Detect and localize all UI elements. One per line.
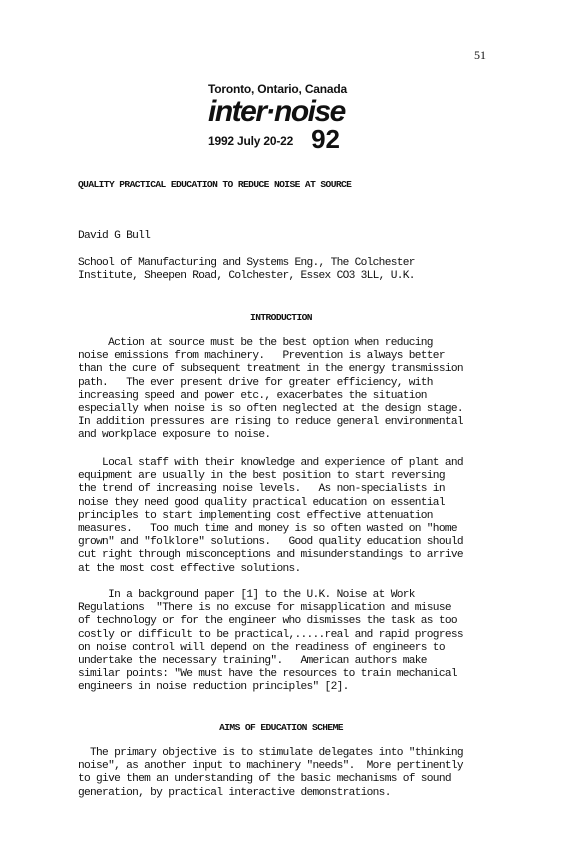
page-number: 51	[474, 48, 486, 62]
conference-date: 1992 July 20-22	[208, 134, 294, 148]
text-line: than the cure of subsequent treatment in the energy transmission	[78, 363, 463, 376]
conference-header	[208, 82, 408, 154]
text-line: Action at source must be the best option when reducing	[78, 337, 433, 349]
conference-year: 92	[311, 124, 340, 154]
text-line: path. The ever present drive for greater efficiency, with	[78, 376, 433, 389]
paragraph-4	[78, 747, 488, 800]
paragraph-3	[78, 589, 488, 695]
text-line: engineers in noise reduction principles" [2].	[78, 681, 349, 694]
paragraph-1	[78, 337, 488, 443]
author-affiliation	[78, 257, 508, 283]
affiliation-line: School of Manufacturing and Systems Eng., The Colchester	[78, 257, 415, 269]
text-line: noise emissions from machinery. Prevention is always better	[78, 350, 445, 363]
text-line: and workplace exposure to noise.	[78, 429, 271, 442]
conference-location: Toronto, Ontario, Canada	[208, 82, 347, 96]
section-heading-aims: AIMS OF EDUCATION SCHEME	[219, 722, 343, 733]
text-line: the trend of increasing noise levels. As non-specialists in	[78, 483, 445, 496]
text-line: noise", as another input to machinery "needs". More pertinently	[78, 760, 463, 773]
affiliation-line: Institute, Sheepen Road, Colchester, Essex CO3 3LL, U.K.	[78, 270, 415, 283]
text-line: of technology or for the engineer who dismisses the task as too	[78, 615, 457, 628]
text-line: at the most cost effective solutions.	[78, 562, 301, 575]
text-line: generation, by practical interactive demonstrations.	[78, 786, 391, 799]
text-line: Local staff with their knowledge and experience of plant and	[78, 457, 463, 469]
author-name: David G Bull	[78, 230, 151, 242]
conference-date-row	[208, 124, 408, 154]
section-heading-introduction: INTRODUCTION	[250, 312, 312, 323]
paragraph-2	[78, 457, 488, 576]
text-line: measures. Too much time and money is so often wasted on "home	[78, 523, 457, 536]
text-line: cut right through misconceptions and misunderstandings to arrive	[78, 549, 463, 562]
text-line: on noise control will depend on the readiness of engineers to	[78, 641, 445, 654]
text-line: to give them an understanding of the basic mechanisms of sound	[78, 773, 451, 786]
text-line: undertake the necessary training". American authors make	[78, 655, 427, 668]
text-line: In a background paper [1] to the U.K. Noise at Work	[78, 589, 415, 601]
text-line: equipment are usually in the best position to start reversing	[78, 470, 445, 483]
text-line: grown" and "folklore" solutions. Good quality education should	[78, 536, 463, 549]
text-line: especially when noise is so often neglected at the design stage.	[78, 403, 463, 416]
text-line: principles to start implementing cost effective attenuation	[78, 509, 433, 522]
text-line: noise they need good quality practical education on essential	[78, 496, 445, 509]
paper-title: QUALITY PRACTICAL EDUCATION TO REDUCE NOISE AT SOURCE	[78, 179, 352, 190]
text-line: The primary objective is to stimulate delegates into "thinking	[78, 747, 463, 759]
text-line: increasing speed and power etc., exacerbates the situation	[78, 389, 427, 402]
text-line: costly or difficult to be practical,.....real and rapid progress	[78, 628, 463, 641]
text-line: In addition pressures are rising to reduce general environmental	[78, 416, 463, 429]
conference-logo: inter·noise	[208, 95, 345, 128]
text-line: similar points: "We must have the resources to train mechanical	[78, 668, 457, 681]
text-line: Regulations "There is no excuse for misapplication and misuse	[78, 602, 451, 615]
